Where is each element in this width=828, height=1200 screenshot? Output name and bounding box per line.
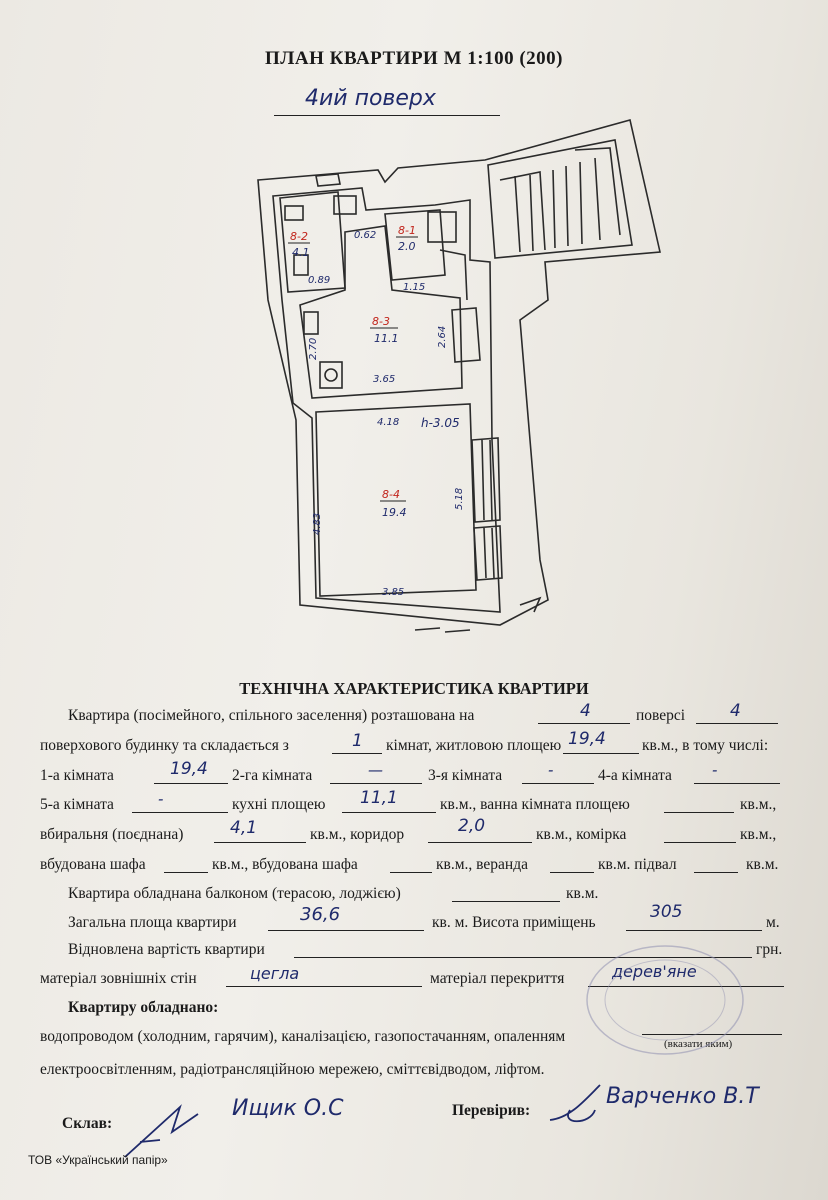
spec-value-room1: 19,4 — [170, 759, 208, 779]
dim-385: 3.85 — [382, 587, 405, 598]
spec-text: Квартира обладнана балконом (терасою, лоджією) — [68, 885, 401, 902]
floor-underline — [274, 115, 500, 116]
spec-text: кв. м. Висота приміщень — [432, 914, 596, 931]
compiled-label: Склав: — [62, 1115, 113, 1132]
spec-value-floors-total: 4 — [730, 701, 741, 721]
room-8-4-area: 19.4 — [382, 506, 407, 519]
spec-text: кв.м. — [566, 885, 599, 902]
spec-text: кв.м., вбудована шафа — [212, 856, 358, 873]
spec-text: водопроводом (холодним, гарячим), каналізацією, газопостачанням, опаленням — [40, 1028, 566, 1045]
spec-note: (вказати яким) — [664, 1038, 733, 1050]
spec-value-floor: 4 — [580, 701, 591, 721]
spec-text: 4-а кімната — [598, 767, 672, 784]
floor-plan — [240, 118, 680, 648]
spec-value-total-area: 36,6 — [300, 904, 341, 925]
spec-text: кв.м., в тому числі: — [642, 737, 769, 754]
spec-text: Відновлена вартість квартири — [68, 941, 265, 958]
spec-value-room5: - — [158, 790, 164, 808]
compiled-name: Ищик О.С — [232, 1096, 344, 1121]
checked-label: Перевірив: — [452, 1102, 531, 1119]
dim-089: 0.89 — [308, 275, 331, 286]
spec-text: матеріал зовнішніх стін — [40, 970, 197, 987]
room-8-3-id: 8-3 — [372, 315, 390, 328]
dim-062: 0.62 — [354, 230, 377, 241]
spec-text: Загальна площа квартири — [68, 914, 237, 931]
page-title: ПЛАН КВАРТИРИ М 1:100 (200) — [265, 48, 563, 69]
dim-483: 4.83 — [312, 512, 323, 535]
floor-handwritten: 4ий поверх — [305, 86, 436, 111]
spec-value-floor-material: дерев'яне — [612, 962, 697, 981]
stamp-icon — [580, 940, 750, 1060]
room-8-1-area: 2.0 — [398, 240, 416, 253]
dim-518: 5.18 — [454, 487, 465, 510]
spec-value-room3: - — [548, 761, 554, 779]
spec-text: кв.м., — [740, 826, 777, 843]
dim-270: 2.70 — [308, 337, 319, 360]
spec-heading: ТЕХНІЧНА ХАРАКТЕРИСТИКА КВАРТИРИ — [239, 679, 589, 698]
height-mark: h-3.05 — [421, 416, 460, 430]
spec-text: електроосвітленням, радіотрансляційною мережею, сміттєвідводом, ліфтом. — [40, 1061, 545, 1078]
spec-text: поверхового будинку та складається з — [40, 737, 289, 754]
room-8-3-area: 11.1 — [374, 332, 399, 345]
room-8-1-id: 8-1 — [398, 224, 416, 237]
spec-text: поверсі — [636, 707, 686, 724]
spec-value-corridor: 2,0 — [458, 816, 486, 836]
spec-text: кухні площею — [232, 796, 326, 813]
spec-value-wall-material: цегла — [250, 964, 300, 983]
spec-value-height: 305 — [650, 902, 683, 922]
spec-text: кв.м., комірка — [536, 826, 627, 843]
spec-value-rooms: 1 — [352, 731, 363, 751]
spec-text: Квартира (посімейного, спільного заселення) розташована на — [68, 707, 475, 724]
dim-365: 3.65 — [373, 374, 396, 385]
spec-text: кв.м., коридор — [310, 826, 405, 843]
dim-115: 1.15 — [403, 282, 426, 293]
room-8-2-id: 8-2 — [290, 230, 308, 243]
spec-text: 1-а кімната — [40, 767, 114, 784]
room-8-2-area: 4.1 — [292, 246, 310, 259]
spec-value-room4: - — [712, 761, 718, 779]
spec-text: кв.м. — [746, 856, 779, 873]
spec-text: кв.м., — [740, 796, 777, 813]
dim-264: 2.64 — [437, 325, 448, 348]
dim-418: 4.18 — [377, 417, 400, 428]
room-8-4-id: 8-4 — [382, 488, 400, 501]
spec-text: 2-га кімната — [232, 767, 313, 784]
spec-subheading: Квартиру обладнано: — [68, 999, 219, 1016]
spec-text: 5-а кімната — [40, 796, 114, 813]
spec-text: м. — [766, 914, 780, 931]
spec-text: матеріал перекриття — [430, 970, 565, 987]
spec-text: кімнат, житловою площею — [386, 737, 562, 754]
spec-value-living-area: 19,4 — [568, 729, 606, 749]
checked-name: Варченко В.Т — [606, 1084, 759, 1109]
spec-text: вбиральня (поєднана) — [40, 826, 184, 843]
spec-text: 3-я кімната — [428, 767, 503, 784]
spec-text: вбудована шафа — [40, 856, 146, 873]
spec-value-wc: 4,1 — [230, 818, 258, 838]
spec-text: кв.м., веранда — [436, 856, 528, 873]
spec-value-room2: — — [368, 761, 383, 779]
spec-value-kitchen: 11,1 — [360, 788, 398, 808]
spec-text: кв.м. підвал — [598, 856, 677, 873]
spec-text: грн. — [756, 941, 783, 958]
company-footer: ТОВ «Український папір» — [28, 1153, 168, 1167]
spec-text: кв.м., ванна кімната площею — [440, 796, 630, 813]
